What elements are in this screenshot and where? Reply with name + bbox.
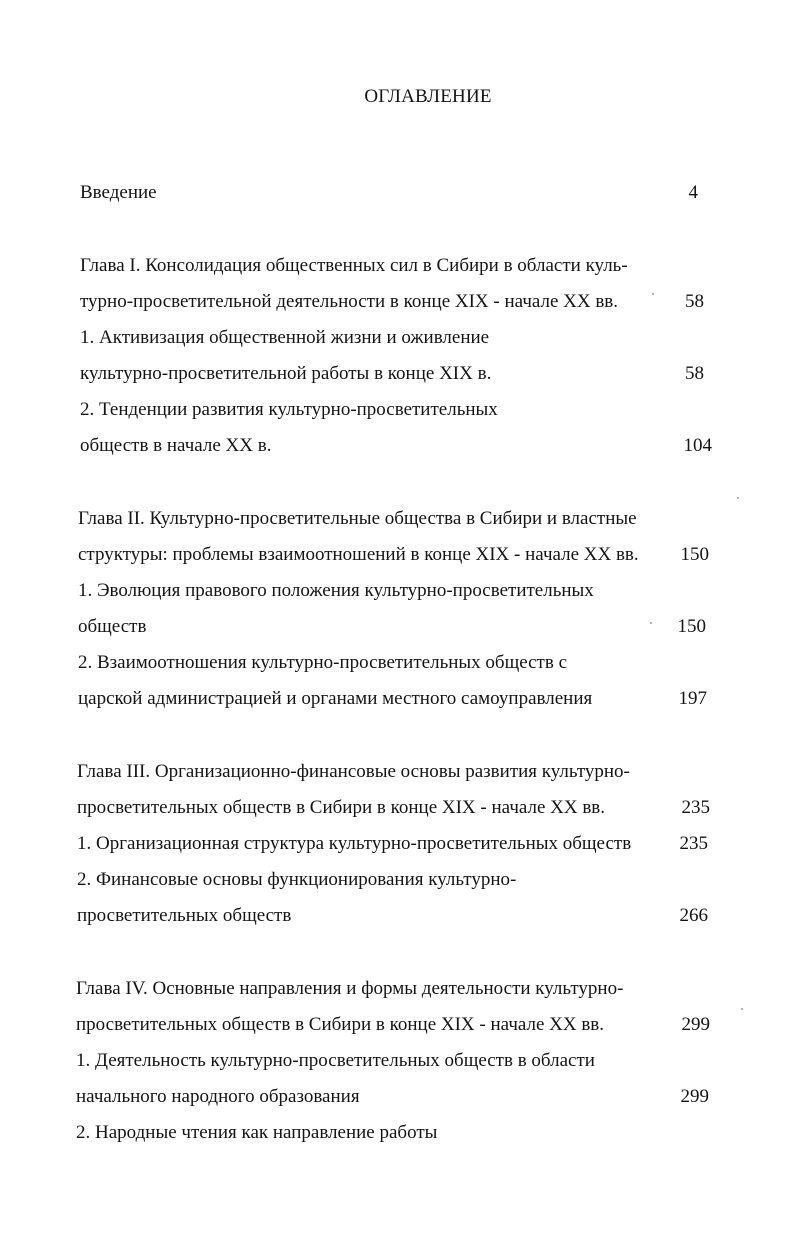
- scan-speck: [650, 622, 652, 624]
- scan-speck: [741, 1008, 743, 1010]
- section-4-1-title-line-1: 1. Деятельность культурно-просветительных обществ в области: [76, 1050, 595, 1071]
- section-2-2-page: 197: [678, 688, 707, 709]
- section-3-2-page: 266: [679, 905, 708, 926]
- scan-speck: [652, 293, 654, 295]
- section-1-1-title-line-1: 1. Активизация общественной жизни и оживление: [80, 327, 490, 348]
- chapter-4-page: 299: [681, 1014, 710, 1035]
- section-2-2-title-line-2: царской администрацией и органами местного самоуправления: [78, 688, 593, 709]
- scan-speck: [737, 497, 739, 499]
- section-2-2-title-line-1: 2. Взаимоотношения культурно-просветительных обществ с: [78, 652, 568, 673]
- section-1-2-title-line-1: 2. Тенденции развития культурно-просветительных: [80, 399, 498, 420]
- page-title: ОГЛАВЛЕНИЕ: [364, 86, 492, 107]
- toc-entry-intro-page: 4: [688, 182, 698, 203]
- chapter-3-title-line-1: Глава III. Организационно-финансовые основы развития культурно-: [77, 761, 630, 782]
- chapter-1-title-line-1: Глава I. Консолидация общественных сил в Сибири в области куль-: [80, 255, 628, 276]
- chapter-2-title-line-1: Глава II. Культурно-просветительные общества в Сибири и властные: [78, 508, 637, 529]
- section-2-1-page: 150: [677, 616, 706, 637]
- section-2-1-title-line-2: обществ: [78, 616, 147, 637]
- chapter-3-title-line-2: просветительных обществ в Сибири в конце XIX - начале XX вв.: [77, 797, 606, 818]
- chapter-1-page: 58: [685, 291, 704, 312]
- chapter-2-page: 150: [680, 544, 709, 565]
- section-1-1-title-line-2: культурно-просветительной работы в конце XIX в.: [80, 363, 492, 384]
- chapter-2-title-line-2: структуры: проблемы взаимоотношений в конце XIX - начале XX вв.: [78, 544, 639, 565]
- chapter-4-title-line-1: Глава IV. Основные направления и формы деятельности культурно-: [76, 978, 624, 999]
- section-3-2-title-line-2: просветительных обществ: [77, 905, 292, 926]
- section-4-2-title-line-1: 2. Народные чтения как направление работы: [76, 1122, 438, 1143]
- section-3-1-title-line-1: 1. Организационная структура культурно-просветительных обществ: [77, 833, 632, 854]
- toc-entry-intro-title: Введение: [80, 182, 157, 203]
- section-3-2-title-line-1: 2. Финансовые основы функционирования культурно-: [77, 869, 517, 890]
- chapter-1-title-line-2: турно-просветительной деятельности в конце XIX - начале XX вв.: [80, 291, 619, 312]
- section-1-2-title-line-2: обществ в начале XX в.: [80, 435, 272, 456]
- chapter-4-title-line-2: просветительных обществ в Сибири в конце XIX - начале XX вв.: [76, 1014, 605, 1035]
- chapter-3-page: 235: [681, 797, 710, 818]
- section-2-1-title-line-1: 1. Эволюция правового положения культурно-просветительных: [78, 580, 594, 601]
- section-1-1-page: 58: [685, 363, 704, 384]
- section-4-1-page: 299: [680, 1086, 709, 1107]
- section-3-1-page: 235: [679, 833, 708, 854]
- section-4-1-title-line-2: начального народного образования: [76, 1086, 360, 1107]
- section-1-2-page: 104: [683, 435, 712, 456]
